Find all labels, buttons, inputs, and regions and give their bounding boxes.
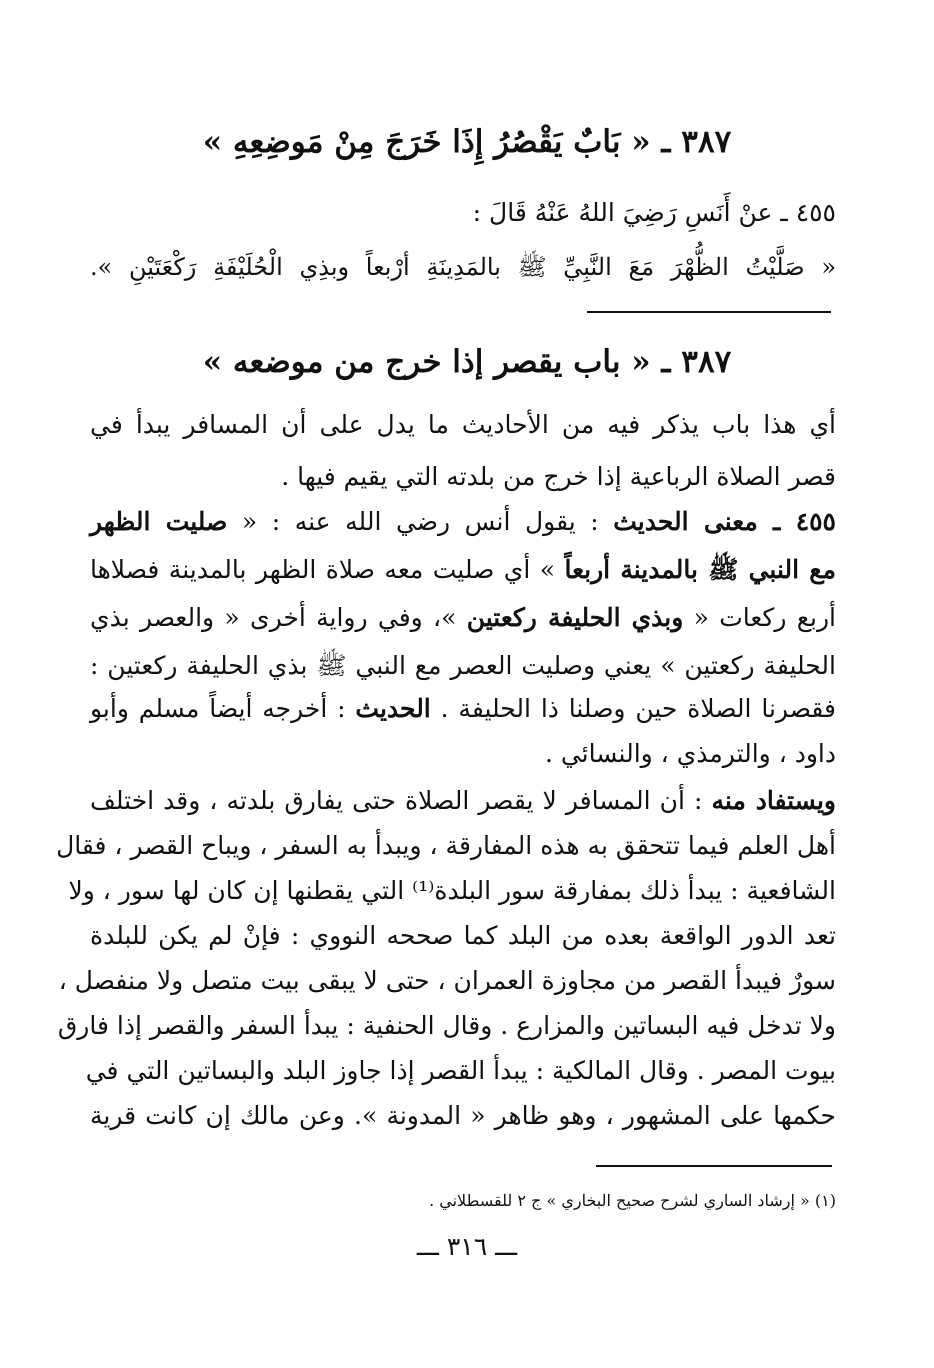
commentary-p3-line2: أهل العلم فيما تتحقق به هذه المفارقة ، ويبدأ به السفر ، ويباح القصر ، فقال (56, 831, 836, 860)
footnote: (١) « إرشاد الساري لشرح صحيح البخاري » ج ٢ للقسطلاني . (429, 1191, 836, 1210)
p2-line5-a: فقصرنا الصلاة حين وصلنا ذا الحليفة . (430, 694, 836, 723)
commentary-p2-line1 (90, 507, 836, 537)
chapter-title-commentary: ٣٨٧ ـ « باب يقصر إذا خرج من موضعه » (202, 344, 732, 380)
commentary-p3-line4: تعد الدور الواقعة بعده من البلد كما صححه النووي : فإنْ لم يكن للبلدة (90, 921, 836, 950)
p2-line3-b: »، وفي رواية أخرى « والعصر بذي (90, 603, 467, 632)
hadith-text: « صَلَّيْتُ الظُّهْرَ مَعَ النَّبِيِّ ﷺ بالمَدِينَةِ أرْبعاً وبذِي الْحُلَيْفَةِ رَكْعَتَيْنِ ». (90, 253, 836, 281)
commentary-p2-line6: داود ، والترمذي ، والنسائي . (544, 739, 836, 768)
commentary-p3-line7: بيوت المصر . وقال المالكية : يبدأ القصر إذا جاوز البلد والبساتين التي في (85, 1056, 836, 1085)
p2-line5-b: : أخرجه أيضاً مسلم وأبو (90, 694, 356, 723)
p2-line1-rest: : يقول أنس رضي الله عنه : « (227, 507, 614, 536)
commentary-p3-line5: سورٌ فيبدأ القصر من مجاوزة العمران ، حتى لا يبقى بيت متصل ولا منفصل ، (58, 966, 836, 995)
p3-line1-rest: : أن المسافر لا يقصر الصلاة حتى يفارق بلدته ، وقد اختلف (90, 786, 712, 815)
quote-bold-1: صليت الظهر (90, 507, 228, 536)
commentary-p3-line8: حكمها على المشهور ، وهو ظاهر « المدونة ». وعن مالك إن كانت قرية (90, 1101, 836, 1130)
chapter-title-top: ٣٨٧ ـ « بَابٌ يَقْصُرُ إِذَا خَرَجَ مِنْ مَوضِعِهِ » (202, 124, 732, 160)
page-number: ـــ ٣١٦ ـــ (416, 1232, 518, 1261)
commentary-p2-line2 (90, 555, 836, 585)
commentary-p3-line3: الشافعية : يبدأ ذلك بمفارقة سور البلدة⁽¹⁾ التي يقطنها إن كان لها سور ، ولا (68, 876, 836, 905)
commentary-p2-line4: الحليفة ركعتين » يعني وصليت العصر مع النبي ﷺ بذي الحليفة ركعتين : (90, 651, 836, 680)
commentary-p2-line5 (90, 694, 836, 724)
benefit-label: ويستفاد منه (711, 786, 836, 815)
commentary-p3-line1 (90, 786, 836, 816)
p2-line3-a: أربع ركعات « (683, 603, 836, 632)
commentary-p1-line1: أي هذا باب يذكر فيه من الأحاديث ما يدل على أن المسافر يبدأ في (90, 410, 836, 439)
hadith-intro: ٤٥٥ ـ عنْ أَنَسِ رَضِيَ اللهُ عَنْهُ قَالَ : (472, 198, 836, 227)
commentary-p2-line3 (90, 603, 836, 633)
commentary-p3-line6: ولا تدخل فيه البساتين والمزارع . وقال الحنفية : يبدأ السفر والقصر إذا فارق (57, 1011, 836, 1040)
quote-bold-2: مع النبي ﷺ بالمدينة أربعاً (564, 555, 836, 584)
commentary-p1-line2: قصر الصلاة الرباعية إذا خرج من بلدته التي يقيم فيها . (281, 462, 836, 491)
quote-bold-3: وبذي الحليفة ركعتين (466, 603, 684, 632)
p2-line2-rest: » أي صليت معه صلاة الظهر بالمدينة فصلاها (90, 555, 565, 584)
hadith-label: الحديث (355, 694, 431, 723)
footnote-divider (596, 1165, 832, 1167)
hadith-meaning-label: ٤٥٥ ـ معنى الحديث (613, 507, 836, 536)
section-divider (587, 311, 831, 313)
